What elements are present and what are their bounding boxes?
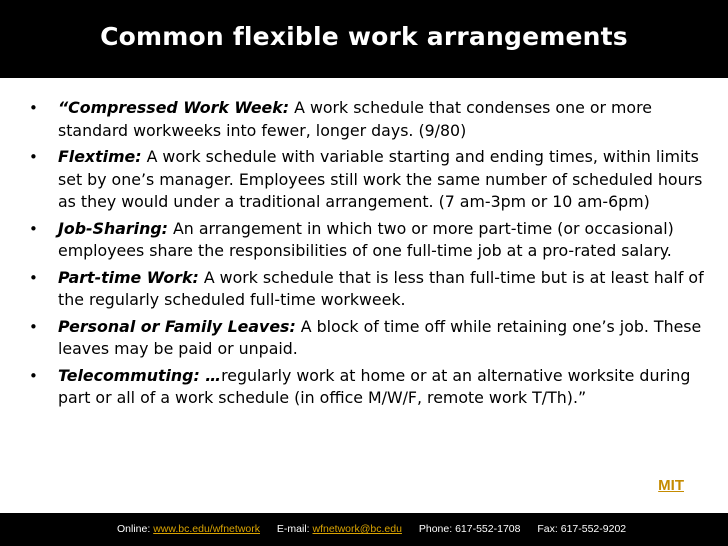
bullet-icon: • [29, 317, 38, 336]
footer-bar [0, 513, 728, 546]
footer-email [277, 523, 402, 535]
term-description: regularly work at home or at an alternative worksite during part or all of a work schedule (in office M/W/F, remote work T/Th).” [58, 365, 691, 407]
email-label: E-mail: [276, 523, 313, 535]
slide-title: Common flexible work arrangements [100, 22, 628, 51]
term-description: A work schedule that is less than full-time but is at least half of the regularly scheduled full-time workweek. [58, 267, 704, 309]
list-item [28, 365, 718, 410]
term-label: “Compressed Work Week: [58, 98, 290, 117]
list-item [28, 146, 718, 214]
online-label: Online: [117, 523, 154, 535]
term-description: An arrangement in which two or more part-time (or occasional) employees share the responsibilities of one full-time job at a pro-rated salary. [58, 218, 674, 260]
bullet-icon: • [29, 219, 38, 238]
bullet-icon: • [29, 99, 38, 117]
term-label: Personal or Family Leaves: [58, 316, 296, 336]
term-label: Job-Sharing: [58, 218, 168, 238]
title-bar [0, 0, 728, 78]
list-item [28, 97, 718, 142]
term-label: Flextime: [58, 147, 142, 166]
list-item [28, 316, 718, 361]
email-link[interactable]: wfnetwork@bc.edu [312, 523, 402, 535]
bullet-icon: • [29, 268, 38, 287]
bullet-icon: • [29, 366, 38, 385]
footer-phone: Phone: 617-552-1708 [418, 523, 521, 535]
term-description: A block of time off while retaining one’s job. These leaves may be paid or unpaid. [58, 316, 702, 358]
term-description: A work schedule with variable starting and ending times, within limits set by one’s manager. Employees still work the same number of scheduled hours as they would under a traditional arrangement. (7 am-3pm or 10 am-6pm) [58, 147, 703, 211]
source-link-mit[interactable]: MIT [658, 477, 684, 494]
arrangement-list [28, 97, 718, 414]
footer-online [117, 523, 260, 535]
list-item [28, 218, 718, 263]
bullet-icon: • [29, 148, 38, 166]
term-description: A work schedule that condenses one or more standard workweeks into fewer, longer days. (9/80) [58, 98, 652, 140]
website-link[interactable]: www.bc.edu/wfnetwork [153, 523, 260, 535]
term-label: Part-time Work: [58, 267, 199, 287]
footer-contact [117, 523, 640, 535]
list-item [28, 267, 718, 312]
footer-fax: Fax: 617-552-9202 [537, 523, 627, 535]
term-label: Telecommuting: … [58, 365, 222, 385]
